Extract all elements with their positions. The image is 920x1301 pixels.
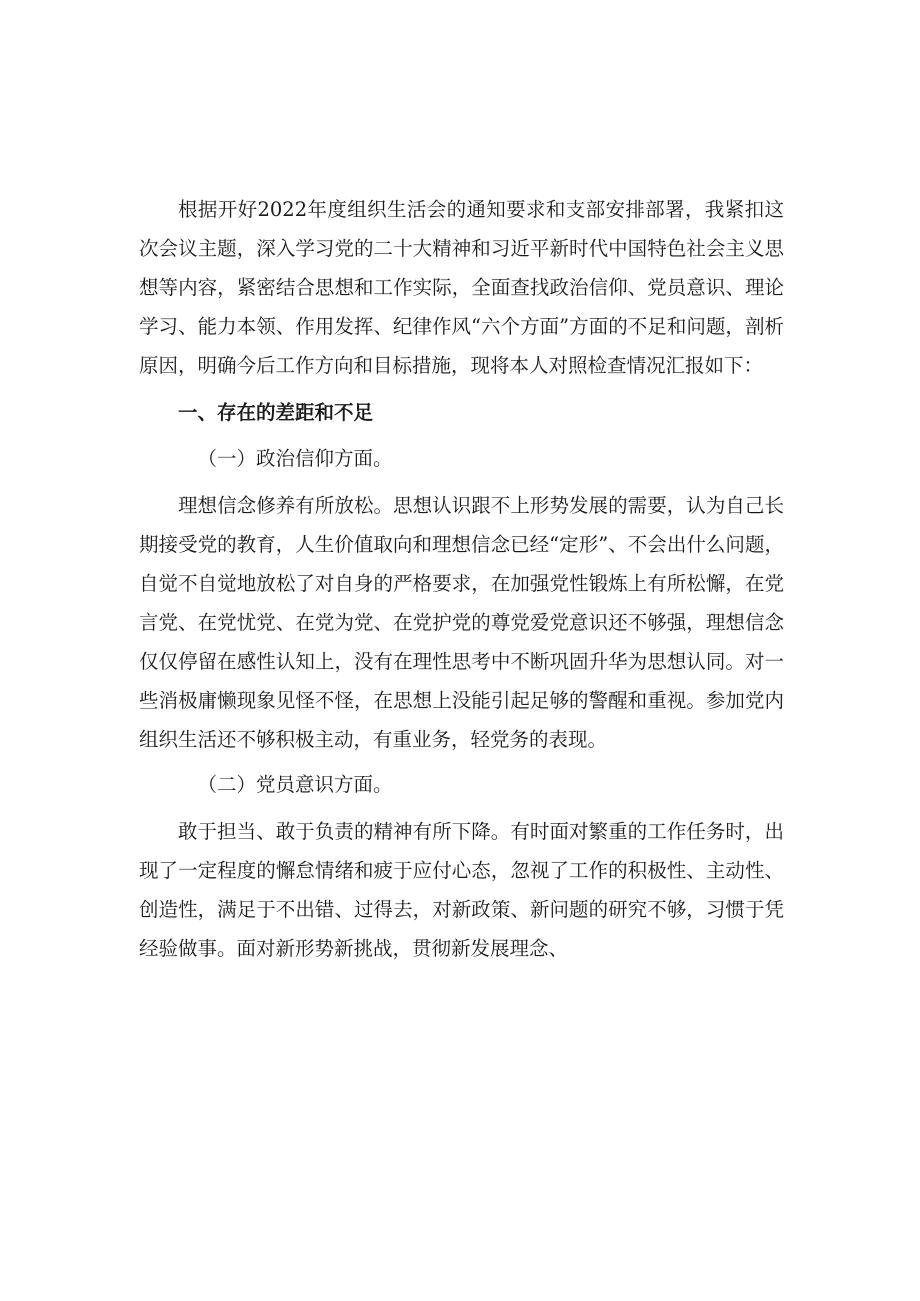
subsection-heading-party-awareness: （二）党员意识方面。 [197, 773, 393, 796]
subsection-heading-political-belief: （一）政治信仰方面。 [197, 447, 393, 470]
party-awareness-paragraph: 敢于担当、敢于负责的精神有所下降。有时面对繁重的工作任务时，出现了一定程度的懈怠情绪和疲于应付心态，忽视了工作的积极性、主动性、创造性，满足于不出错、过得去，对新政策、新问题的研究不够，习惯于凭经验做事。面对新形势新挑战，贯彻新发展理念、 [139, 820, 784, 960]
section-heading: 一、存在的差距和不足 [178, 401, 374, 424]
political-belief-paragraph: 理想信念修养有所放松。思想认识跟不上形势发展的需要，认为自己长期接受党的教育，人生价值取向和理想信念已经“定形”、不会出什么问题，自觉不自觉地放松了对自身的严格要求，在加强党性锻炼上有所松懈，在党言党、在党忧党、在党为党、在党护党的尊党爱党意识还不够强，理想信念仅仅停留在感性认知上，没有在理性思考中不断巩固升华为思想认同。对一些消极庸懒现象见怪不怪，在思想上没能引起足够的警醒和重视。参加党内组织生活还不够积极主动，有重业务，轻党务的表现。 [139, 494, 784, 751]
document-body [139, 190, 784, 968]
intro-paragraph: 根据开好2022年度组织生活会的通知要求和支部安排部署，我紧扣这次会议主题，深入学习党的二十大精神和习近平新时代中国特色社会主义思想等内容，紧密结合思想和工作实际，全面查找政治信仰、党员意识、理论学习、能力本领、作用发挥、纪律作风“六个方面”方面的不足和问题，剖析原因，明确今后工作方向和目标措施，现将本人对照检查情况汇报如下： [139, 198, 784, 377]
